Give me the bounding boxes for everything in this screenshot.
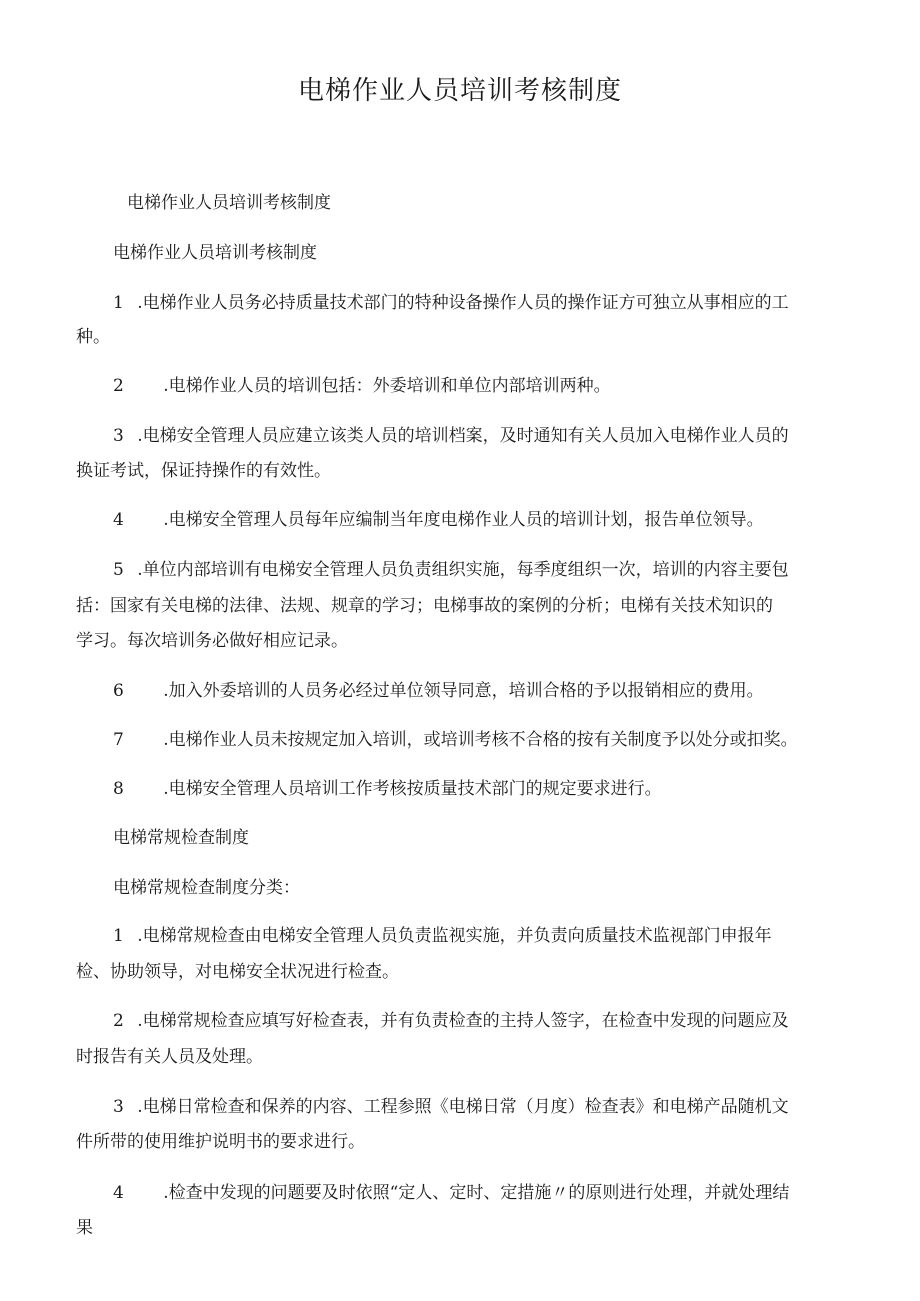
- inspection-item-1: [113, 921, 772, 946]
- item-text: .电梯安全管理人员每年应编制当年度电梯作业人员的培训计划，报告单位领导。: [163, 510, 764, 530]
- training-item-3: [113, 421, 789, 446]
- inspection-item-1-cont: 检、协助领导，对电梯安全状况进行检查。: [76, 962, 399, 982]
- training-item-5-cont2: 学习。每次培训务必做好相应记录。: [76, 631, 348, 651]
- item-number: 5: [113, 560, 124, 580]
- item-text: .电梯作业人员务必持质量技术部门的特种设备操作人员的操作证方可独立从事相应的工: [137, 293, 789, 313]
- item-number: 2: [113, 376, 124, 396]
- item-text: .电梯作业人员未按规定加入培训，或培训考核不合格的按有关制度予以处分或扣奖。: [163, 730, 798, 750]
- item-text: .电梯安全管理人员培训工作考核按质量技术部门的规定要求进行。: [163, 779, 662, 799]
- training-item-7: [113, 725, 798, 750]
- section-subheading: 电梯作业人员培训考核制度: [113, 243, 317, 263]
- inspection-item-2: [113, 1006, 789, 1031]
- document-title: 电梯作业人员培训考核制度: [297, 76, 622, 106]
- training-item-5: [113, 555, 789, 580]
- item-text: .电梯作业人员的培训包括：外委培训和单位内部培训两种。: [163, 376, 611, 396]
- item-text: .电梯日常检查和保养的内容、工程参照《电梯日常（月度）检查表》和电梯产品随机文: [137, 1097, 789, 1117]
- inspection-item-4-cont: 果: [76, 1218, 93, 1238]
- inspection-item-3-cont: 件所带的使用维护说明书的要求进行。: [76, 1132, 365, 1152]
- item-number: 8: [113, 779, 124, 799]
- item-number: 4: [113, 1183, 124, 1203]
- training-item-2: [113, 371, 611, 396]
- section-heading: 电梯作业人员培训考核制度: [127, 193, 331, 213]
- section-2-subtitle: 电梯常规检查制度分类：: [113, 878, 300, 898]
- inspection-item-2-cont: 时报告有关人员及处理。: [76, 1047, 263, 1067]
- item-text: .电梯常规检查由电梯安全管理人员负责监视实施，并负责向质量技术监视部门申报年: [137, 926, 772, 946]
- item-number: 2: [113, 1011, 124, 1031]
- training-item-3-cont: 换证考试，保证持操作的有效性。: [76, 461, 331, 481]
- item-number: 7: [113, 730, 124, 750]
- training-item-8: [113, 774, 662, 799]
- item-number: 3: [113, 1097, 124, 1117]
- inspection-item-3: [113, 1092, 789, 1117]
- item-number: 3: [113, 426, 124, 446]
- item-number: 4: [113, 510, 124, 530]
- training-item-6: [113, 676, 764, 701]
- item-text: .电梯常规检查应填写好检查表，并有负责检查的主持人签字，在检查中发现的问题应及: [137, 1011, 789, 1031]
- item-number: 1: [113, 926, 124, 946]
- item-text: .检查中发现的问题要及时依照“定人、定时、定措施〃的原则进行处理，并就处理结: [163, 1183, 790, 1203]
- training-item-1: [113, 288, 789, 313]
- inspection-item-4: [113, 1178, 789, 1203]
- section-2-title: 电梯常规检查制度: [113, 828, 249, 848]
- item-number: 6: [113, 681, 124, 701]
- item-text: .单位内部培训有电梯安全管理人员负责组织实施，每季度组织一次，培训的内容主要包: [137, 560, 789, 580]
- item-number: 1: [113, 293, 124, 313]
- training-item-5-cont: 括：国家有关电梯的法律、法规、规章的学习；电梯事故的案例的分析；电梯有关技术知识的: [76, 596, 773, 616]
- item-text: .加入外委培训的人员务必经过单位领导同意，培训合格的予以报销相应的费用。: [163, 681, 764, 701]
- training-item-1-cont: 种。: [76, 327, 110, 347]
- training-item-4: [113, 505, 764, 530]
- item-text: .电梯安全管理人员应建立该类人员的培训档案，及时通知有关人员加入电梯作业人员的: [137, 426, 789, 446]
